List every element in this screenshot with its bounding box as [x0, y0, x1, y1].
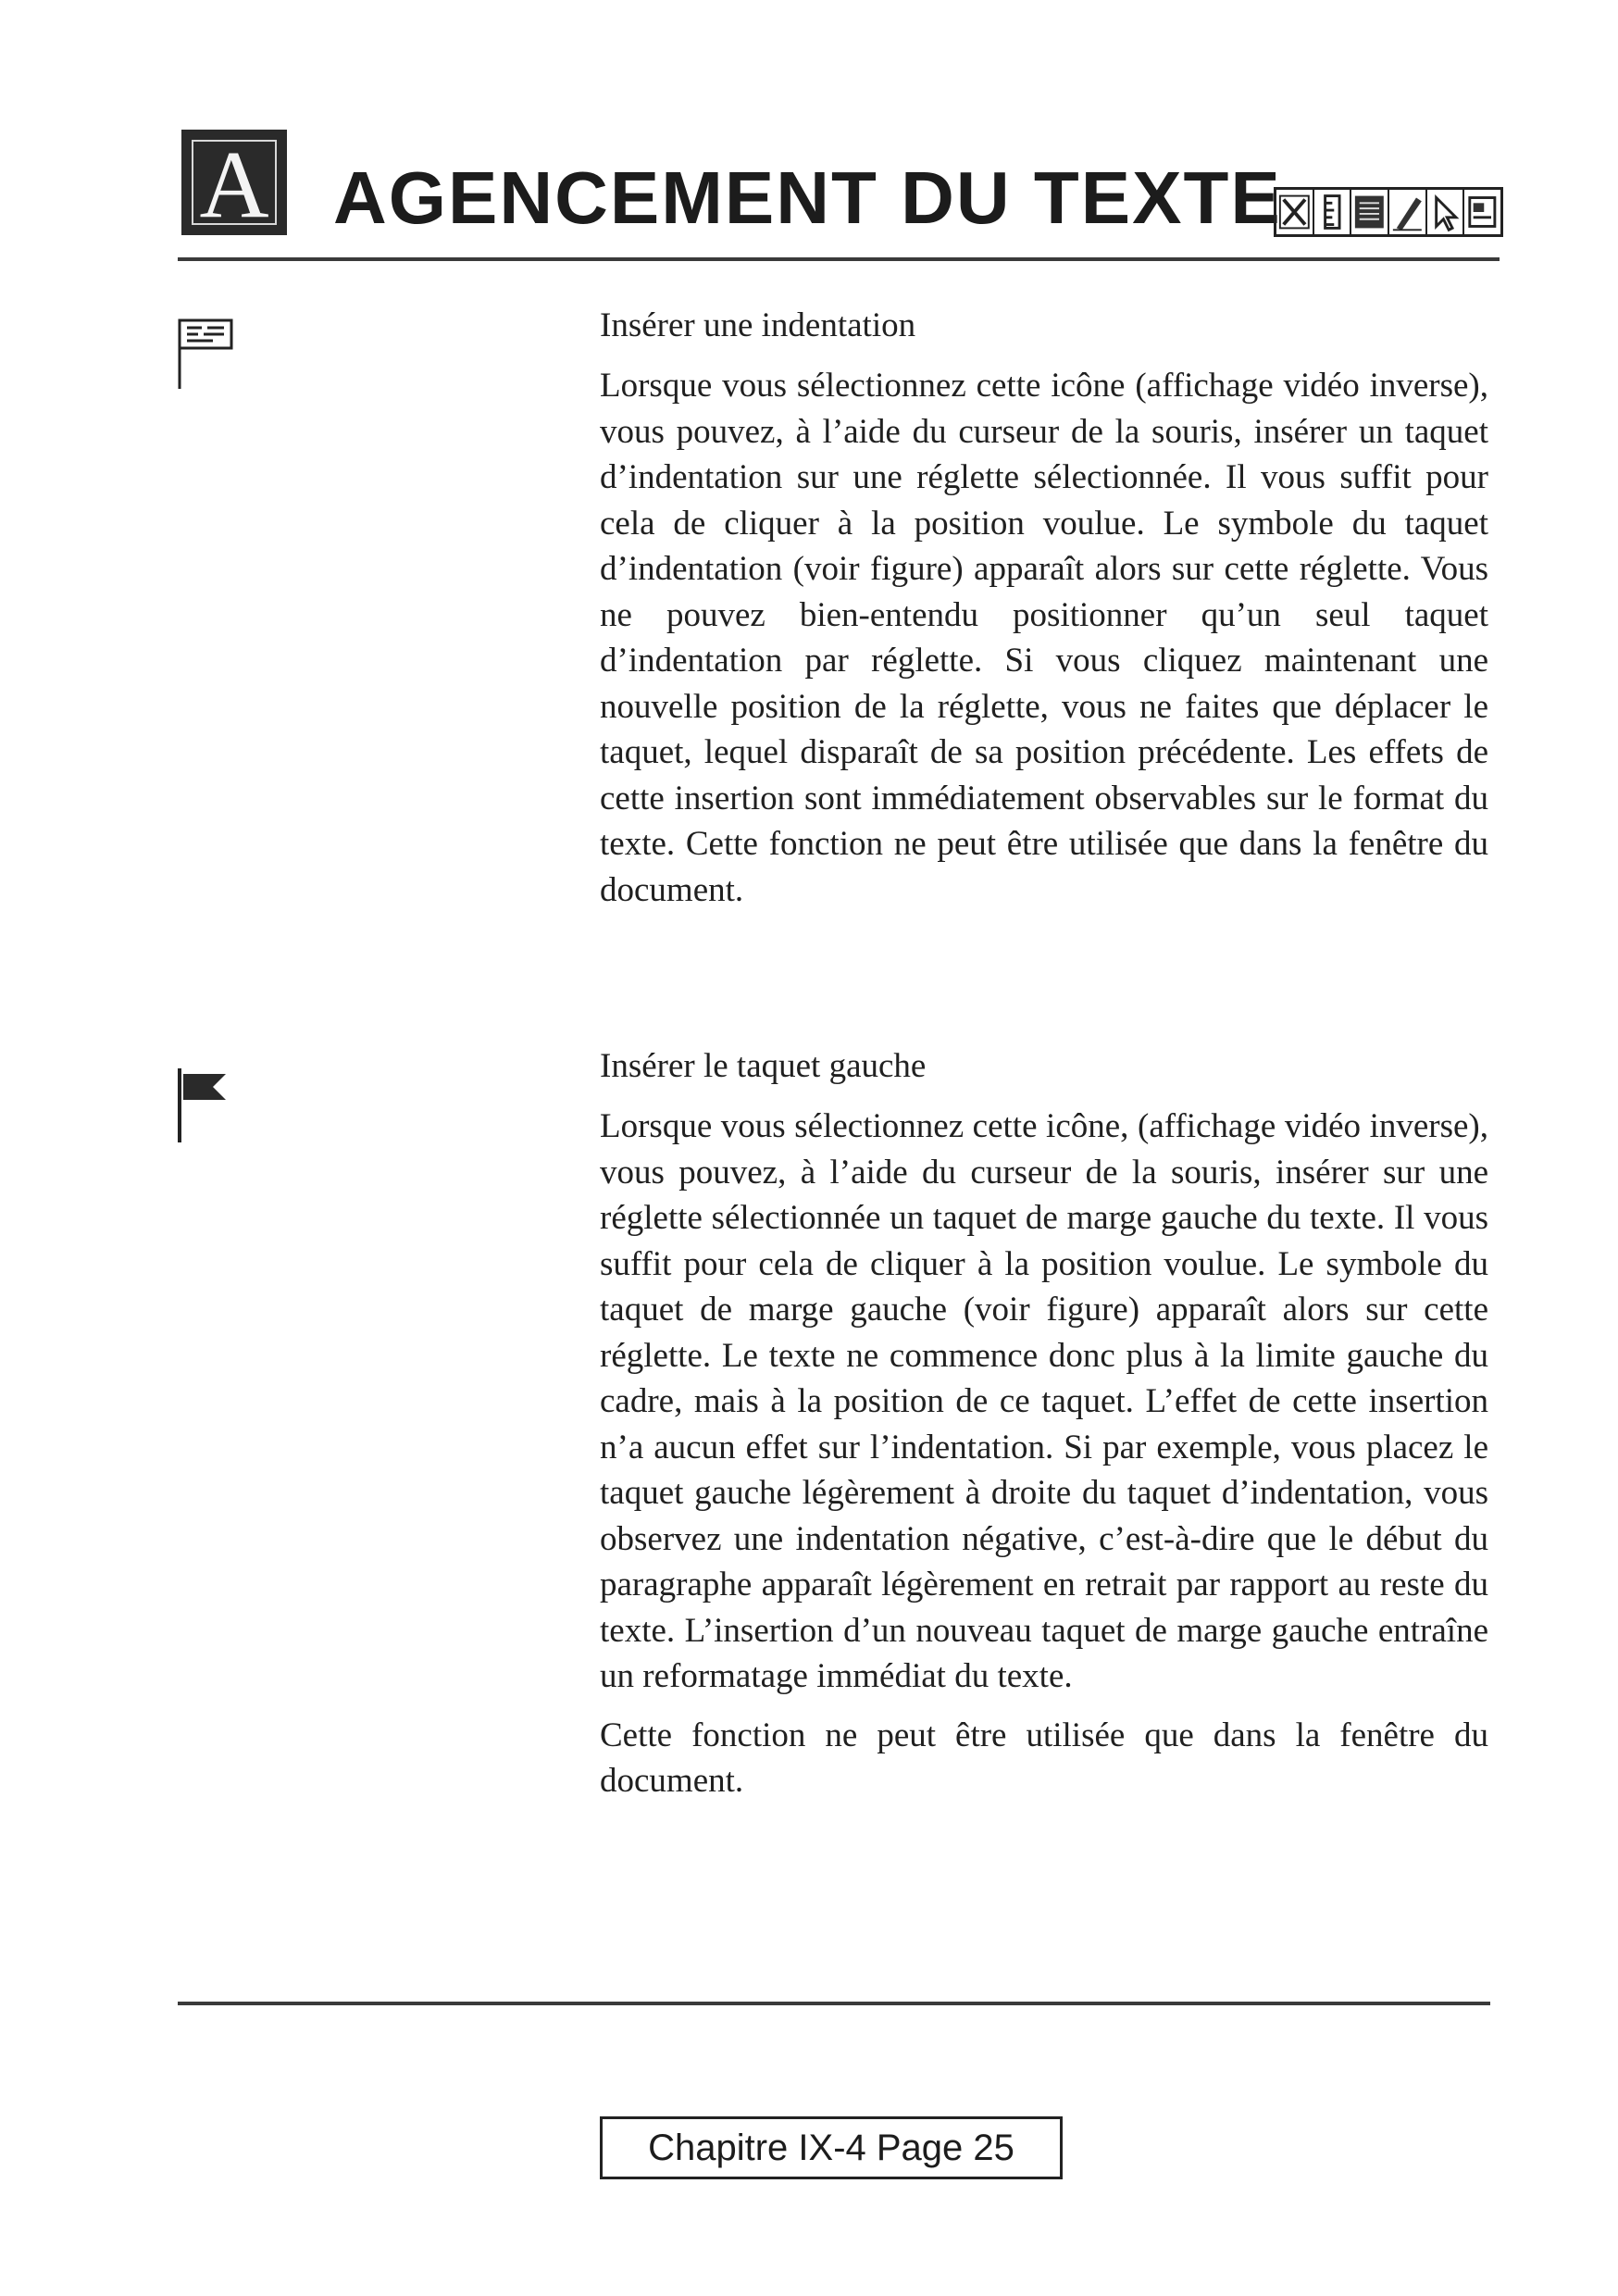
- page-number-box: [600, 2116, 1063, 2179]
- pencil-icon: [1389, 190, 1427, 234]
- section-title: Insérer le taquet gauche: [600, 1047, 927, 1085]
- page-title: AGENCEMENT DU TEXTE: [333, 156, 1282, 239]
- footer-rule: [178, 2002, 1490, 2005]
- section-title: Insérer une indentation: [600, 306, 916, 344]
- page-number-label: Chapitre IX-4 Page 25: [648, 2128, 1014, 2168]
- chapter-logo-letter: A: [192, 140, 277, 225]
- arrow-icon: [1427, 190, 1465, 234]
- section-left-tab: [600, 1046, 1488, 1817]
- section-indentation: [600, 306, 1488, 926]
- header-rule: [178, 257, 1500, 261]
- page-icon: [1464, 190, 1500, 234]
- x-cut-icon: [1276, 190, 1314, 234]
- chapter-logo: [181, 130, 287, 238]
- indent-marker-icon: [176, 318, 254, 391]
- document-icon: [1351, 190, 1389, 234]
- header-icon-strip: [1274, 187, 1503, 237]
- section-paragraph: Lorsque vous sélectionnez cette icône (affichage vidéo inverse), vous pouvez, à l’aide du curseur de la souris, insérer un taquet d’indentation sur une réglette sélectionnée. Il vous suffit pour cela de cliquer à la position voulue. Le symbole du taquet d’indentation (voir figure) apparaît alors sur cette réglette. Vous ne pouvez bien-entendu positionner qu’un seul taquet d’indentation par réglette. Si vous cliquez maintenant une nouvelle position de la réglette, vous ne faites que déplacer le taquet, lequel disparaît de sa position précédente. Les effets de cette insertion sont immédiatement observables sur le format du texte. Cette fonction ne peut être utilisée que dans la fenêtre du document.: [600, 367, 1488, 909]
- ruler-icon: [1314, 190, 1352, 234]
- left-margin-flag-icon: [176, 1067, 241, 1144]
- section-paragraph: Lorsque vous sélectionnez cette icône, (affichage vidéo inverse), vous pouvez, à l’aide du curseur de la souris, insérer sur une réglette sélectionnée un taquet de marge gauche du texte. Il vous suffit pour cela de cliquer à la position voulue. Le symbole du taquet de marge gauche (voir figure) apparaît alors sur cette réglette. Le texte ne commence donc plus à la limite gauche du cadre, mais à la position de ce taquet. L’effet de cette insertion n’a aucun effet sur l’indentation. Si par exemple, vous placez le taquet gauche légèrement à droite du taquet d’indentation, vous observez une indentation négative, c’est-à-dire que le début du paragraphe apparaît légèrement en retrait par rapport au reste du texte. L’insertion d’un nouveau taquet de marge gauche entraîne un reformatage immédiat du texte.: [600, 1107, 1488, 1695]
- section-paragraph: Cette fonction ne peut être utilisée que dans la fenêtre du document.: [600, 1716, 1488, 1800]
